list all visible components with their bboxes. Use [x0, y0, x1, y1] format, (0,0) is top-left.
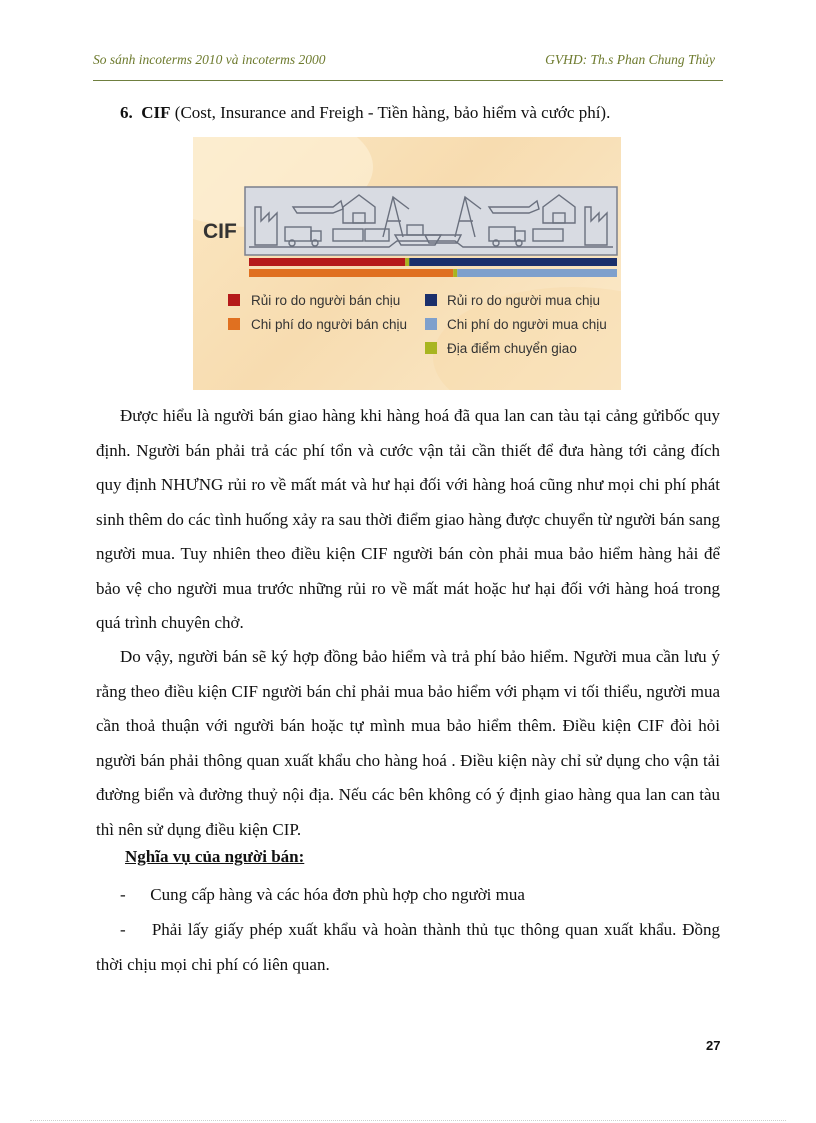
transfer-point-marker-cost — [453, 269, 457, 277]
paragraph-2: Do vậy, người bán sẽ ký hợp đồng bảo hiểm và trả phí bảo hiểm. Người mua cần lưu ý rằng theo điều kiện CIF người bán chỉ phải mua bảo hiểm với phạm vi tối thiểu, người mua cần thoả thuận với người bán hoặc tự mình mua bảo hiểm thêm. Điều kiện CIF đòi hỏi người bán phải thông quan xuất khẩu cho hàng hoá . Điều kiện này chỉ sử dụng cho vận tải đường biển và đường thuỷ nội địa. Nếu các bên không có ý định giao hàng qua lan can tàu thì nên sử dụng điều kiện CIP. — [96, 647, 720, 839]
bullet-item — [96, 913, 720, 982]
bullet-dash: - — [120, 920, 126, 939]
header-right-advisor: GVHD: Th.s Phan Chung Thủy — [545, 52, 715, 67]
legend-swatch-buyer-risk — [425, 294, 437, 306]
bullet-dash: - — [120, 885, 126, 904]
transfer-point-marker-risk — [405, 258, 409, 266]
risk-cost-bars — [249, 258, 617, 277]
bullet-text: Cung cấp hàng và các hóa đơn phù hợp cho người mua — [150, 885, 525, 904]
footer-divider — [30, 1120, 786, 1121]
seller-risk-bar — [249, 258, 405, 266]
legend-swatch-transfer-point — [425, 342, 437, 354]
legend-swatch-seller-cost — [228, 318, 240, 330]
bullet-item — [96, 878, 720, 913]
legend-swatch-seller-risk — [228, 294, 240, 306]
bullet-text: Phải lấy giấy phép xuất khẩu và hoàn thành thủ tục thông quan xuất khẩu. Đồng thời chịu mọi chi phí có liên quan. — [96, 920, 720, 974]
section-title: (Cost, Insurance and Freigh - Tiền hàng, bảo hiểm và cước phí). — [174, 103, 611, 122]
page-number: 27 — [706, 1038, 721, 1053]
legend-buyer-risk: Rủi ro do người mua chịu — [447, 293, 600, 308]
section-heading — [120, 103, 610, 123]
section-number: 6. — [120, 103, 133, 122]
cif-diagram-svg — [193, 137, 621, 390]
legend-swatch-buyer-cost — [425, 318, 437, 330]
header-left-title: So sánh incoterms 2010 và incoterms 2000 — [93, 52, 326, 67]
legend-transfer-point: Địa điểm chuyển giao — [447, 341, 577, 356]
diagram-label: CIF — [203, 220, 237, 243]
legend-buyer-cost: Chi phí do người mua chịu — [447, 317, 607, 332]
legend-seller-risk: Rủi ro do người bán chịu — [251, 293, 401, 308]
buyer-cost-bar — [457, 269, 617, 277]
seller-cost-bar — [249, 269, 453, 277]
legend-seller-cost: Chi phí do người bán chịu — [251, 317, 407, 332]
seller-obligations-heading: Nghĩa vụ của người bán: — [125, 847, 305, 866]
paragraph-1: Được hiểu là người bán giao hàng khi hàng hoá đã qua lan can tàu tại cảng gửibốc quy định. Người bán phải trả các phí tổn và cước vận tải cần thiết để đưa hàng tới cảng đích quy định NHƯNG rủi ro về mất mát và hư hại đối với hàng hoá cũng như mọi chi phí phát sinh thêm do các tình huống xảy ra sau thời điểm giao hàng được chuyển từ người bán sang người mua. Tuy nhiên theo điều kiện CIF người bán còn phải mua bảo hiểm hàng hải để bảo vệ cho người mua trước những rủi ro về mất mát hoặc hư hại đối với hàng hoá trong quá trình chuyên chở. — [96, 406, 720, 632]
section-term: CIF — [141, 103, 171, 122]
cif-diagram — [193, 137, 621, 390]
page-header — [93, 46, 723, 81]
buyer-risk-bar — [409, 258, 617, 266]
